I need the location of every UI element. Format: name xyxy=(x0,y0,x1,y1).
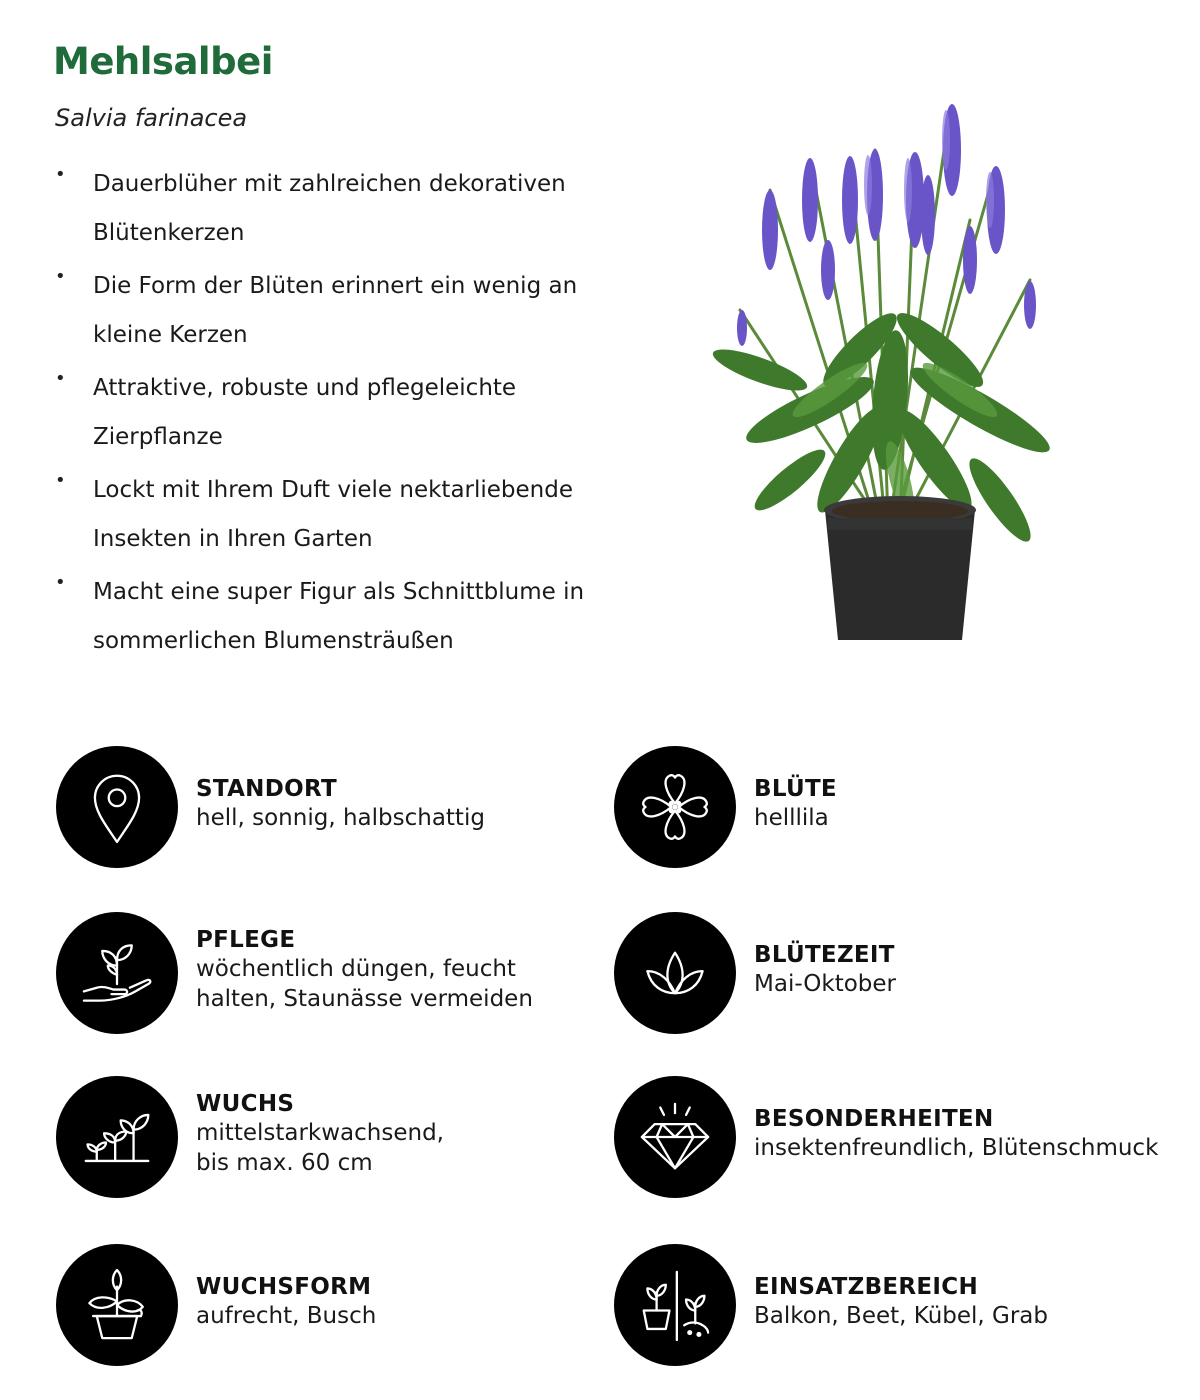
list-item xyxy=(0,568,640,666)
bullet-icon: • xyxy=(55,164,66,185)
feature-list xyxy=(0,160,640,670)
growth-icon xyxy=(56,1076,178,1198)
attribute-value: Balkon, Beet, Kübel, Grab xyxy=(754,1303,1049,1329)
attribute-bluete xyxy=(614,746,837,868)
feature-text: Lockt mit Ihrem Duft viele nektarliebende Insekten in Ihren Garten xyxy=(93,477,574,552)
list-item xyxy=(0,262,640,360)
attribute-label: PFLEGE xyxy=(196,927,296,953)
bullet-icon: • xyxy=(55,572,66,593)
attribute-einsatzbereich xyxy=(614,1244,1048,1366)
attribute-value: Mai-Oktober xyxy=(754,971,896,997)
attribute-bluetezeit xyxy=(614,912,896,1034)
attribute-value: helllila xyxy=(754,805,829,831)
attribute-value: wöchentlich düngen, feucht halten, Staunässe vermeiden xyxy=(196,956,533,1012)
attribute-wuchs xyxy=(56,1076,444,1198)
feature-text: Die Form der Blüten erinnert ein wenig an kleine Kerzen xyxy=(93,273,578,348)
attribute-pflege xyxy=(56,912,533,1034)
attribute-value: insektenfreundlich, Blütenschmuck xyxy=(754,1135,1159,1161)
pot-and-ground-icon xyxy=(614,1244,736,1366)
attribute-label: WUCHS xyxy=(196,1091,295,1117)
bullet-icon: • xyxy=(55,266,66,287)
attribute-wuchsform xyxy=(56,1244,376,1366)
plant-image xyxy=(700,100,1080,650)
potted-plant-icon xyxy=(56,1244,178,1366)
attribute-label: BLÜTE xyxy=(754,776,837,802)
lotus-icon xyxy=(614,912,736,1034)
feature-text: Attraktive, robuste und pflegeleichte Zierpflanze xyxy=(93,375,517,450)
attribute-label: BESONDERHEITEN xyxy=(754,1106,994,1132)
list-item xyxy=(0,160,640,258)
diamond-icon xyxy=(614,1076,736,1198)
feature-text: Macht eine super Figur als Schnittblume in sommerlichen Blumensträußen xyxy=(93,579,585,654)
page-title: Mehlsalbei xyxy=(53,40,273,83)
attribute-besonderheiten xyxy=(614,1076,1158,1198)
attribute-standort xyxy=(56,746,485,868)
list-item xyxy=(0,364,640,462)
bullet-icon: • xyxy=(55,368,66,389)
attribute-value: mittelstarkwachsend, bis max. 60 cm xyxy=(196,1120,444,1176)
location-pin-icon xyxy=(56,746,178,868)
attribute-value: aufrecht, Busch xyxy=(196,1303,377,1329)
attribute-value: hell, sonnig, halbschattig xyxy=(196,805,485,831)
attribute-label: EINSATZBEREICH xyxy=(754,1274,979,1300)
flower-icon xyxy=(614,746,736,868)
bullet-icon: • xyxy=(55,470,66,491)
list-item xyxy=(0,466,640,564)
attribute-label: STANDORT xyxy=(196,776,337,802)
latin-name: Salvia farinacea xyxy=(55,104,248,132)
feature-text: Dauerblüher mit zahlreichen dekorativen Blütenkerzen xyxy=(93,171,566,246)
hand-sprout-icon xyxy=(56,912,178,1034)
attribute-label: WUCHSFORM xyxy=(196,1274,372,1300)
attribute-label: BLÜTEZEIT xyxy=(754,942,895,968)
